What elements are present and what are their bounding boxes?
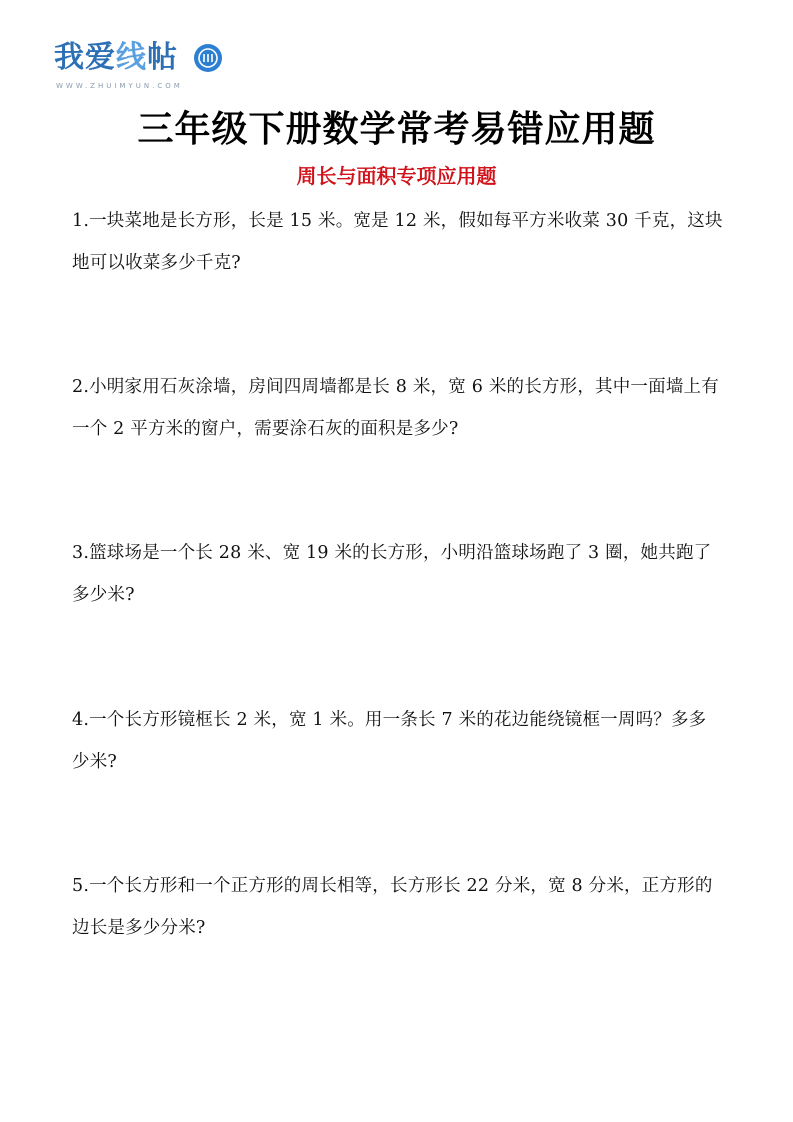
problem-3: 3.篮球场是一个长 28 米、宽 19 米的长方形，小明沿篮球场跑了 3 圈，她共跑了多少米? [72, 543, 712, 605]
problem-5: 5.一个长方形和一个正方形的周长相等，长方形长 22 分米，宽 8 分米，正方形的边长是多少分米? [72, 876, 713, 938]
page-subtitle: 周长与面积专项应用题 [296, 164, 497, 188]
logo-brand-highlight: 线 [116, 40, 147, 75]
logo-wordmark [54, 38, 178, 78]
site-logo [54, 38, 224, 100]
problem-4: 4.一个长方形镜框长 2 米，宽 1 米。用一条长 7 米的花边能绕镜框一周吗？多多少米? [72, 710, 707, 772]
problem-2: 2.小明家用石灰涂墙，房间四周墙都是长 8 米，宽 6 米的长方形，其中一面墙上有一个 2 平方米的窗户，需要涂石灰的面积是多少? [72, 377, 719, 439]
logo-brand-suffix: 帖 [147, 40, 178, 75]
page-title: 三年级下册数学常考易错应用题 [137, 109, 656, 150]
logo-url: WWW.ZHUIMYUN.COM [56, 82, 183, 90]
logo-brand: 我爱 [54, 40, 116, 75]
problem-1: 1.一块菜地是长方形，长是 15 米。宽是 12 米，假如每平方米收菜 30 千克，这块地可以收菜多少千克? [72, 211, 723, 273]
speech-bubble-icon [194, 44, 222, 72]
